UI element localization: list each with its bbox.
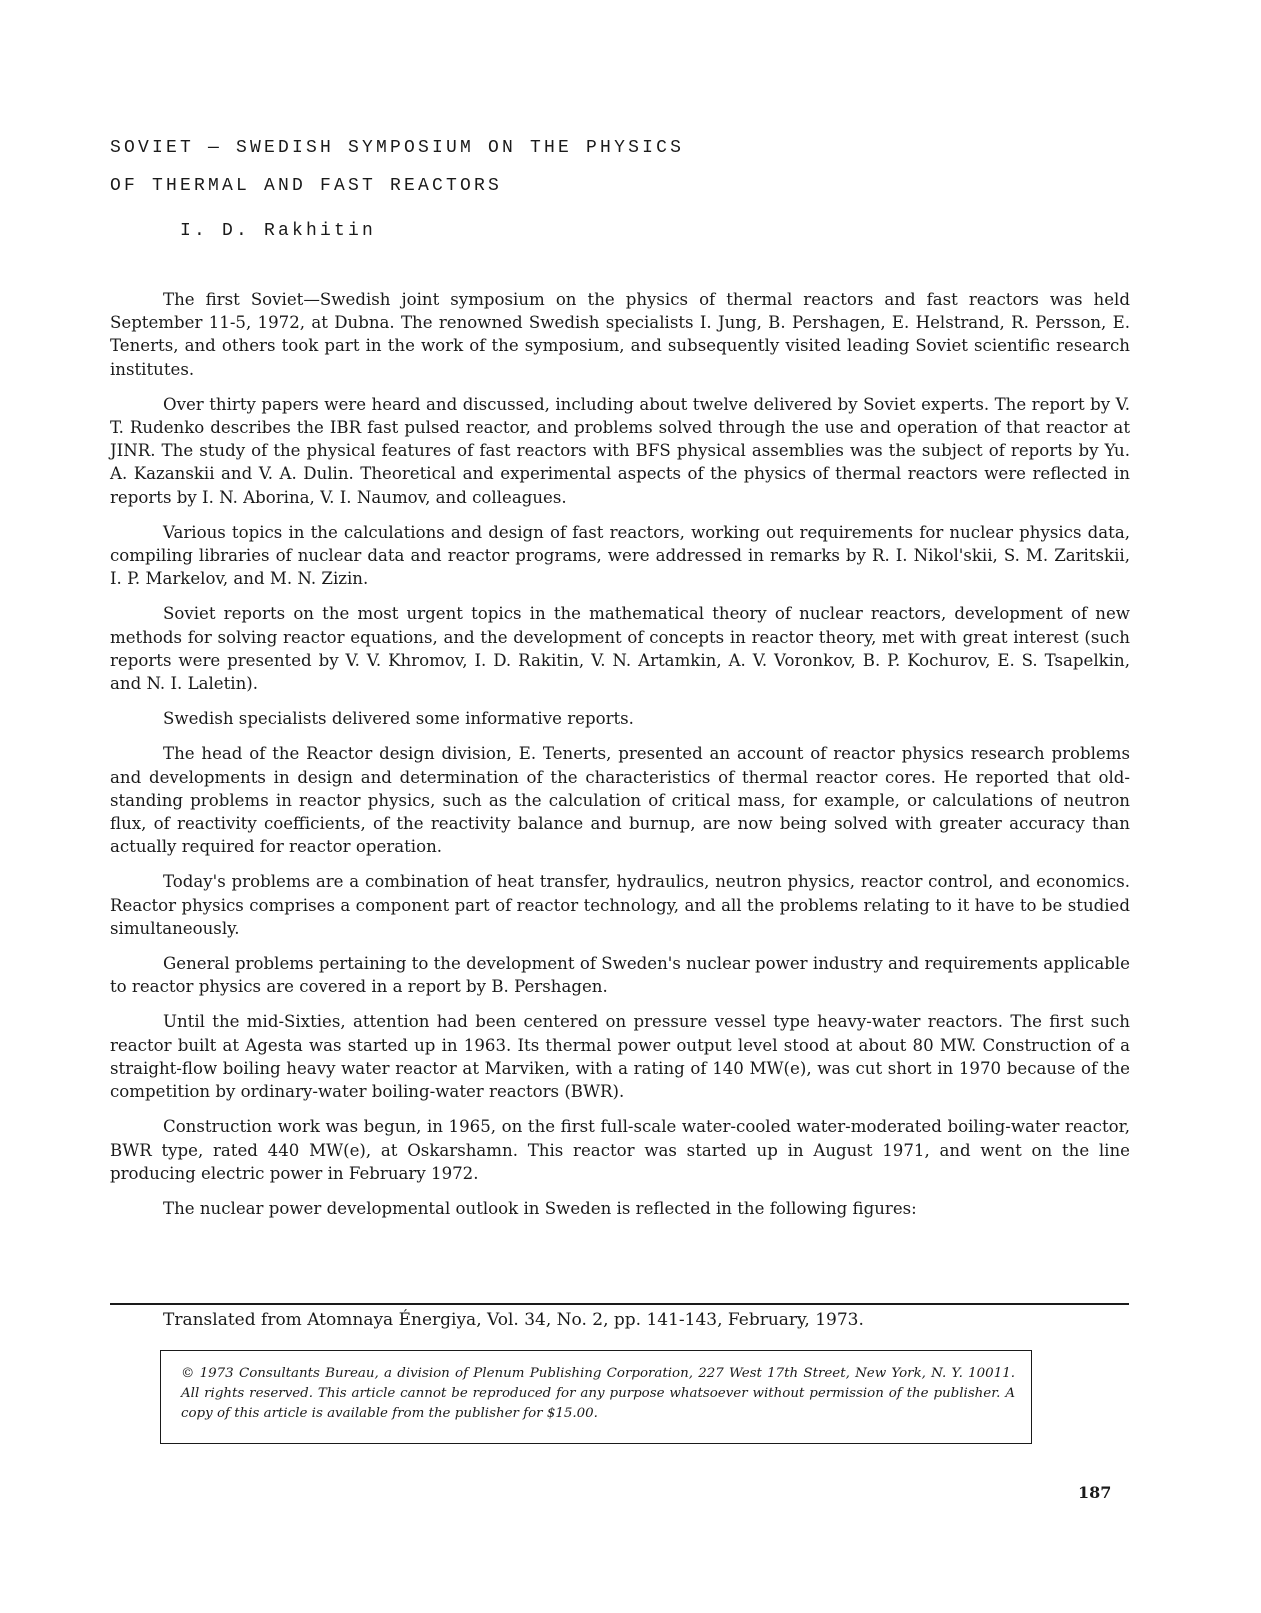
paragraph: Soviet reports on the most urgent topics in the mathematical theory of nuclear reactors, development of new methods for solving reactor equations, and the development of concepts in reactor theory, met with great interest (such reports were presented by V. V. Khromov, I. D. Rakitin, V. N. Artamkin, A. V. Voronkov, B. P. Kochurov, E. S. Tsapelkin, and N. I. Laletin). [110, 604, 1130, 694]
paragraph: Over thirty papers were heard and discussed, including about twelve delivered by Soviet experts. The report by V. T. Rudenko describes the IBR fast pulsed reactor, and problems solved through the use and operation of that reactor at JINR. The study of the physical features of fast reactors with BFS physical assemblies was the subject of reports by Yu. A. Kazanskii and V. A. Dulin. Theoretical and experimental aspects of the physics of thermal reactors were reflected in reports by I. N. Aborina, V. I. Naumov, and colleagues. [110, 394, 1130, 507]
author-name: I. D. Rakhitin [180, 221, 377, 241]
paragraph: Until the mid-Sixties, attention had been centered on pressure vessel type heavy-water reactors. The first such reactor built at Agesta was started up in 1963. Its thermal power output level stood at about 80 MW. Construction of a straight-flow boiling heavy water reactor at Marviken, with a rating of 140 MW(e), was cut short in 1970 because of the competition by ordinary-water boiling-water reactors (BWR). [110, 1012, 1130, 1102]
paragraph: Today's problems are a combination of heat transfer, hydraulics, neutron physics, reactor control, and economics. Reactor physics comprises a component part of reactor technology, and all the problems relating to it have to be studied simultaneously. [110, 872, 1130, 938]
paragraph: Various topics in the calculations and design of fast reactors, working out requirements for nuclear physics data, compiling libraries of nuclear data and reactor programs, were addressed in remarks by R. I. Nikol'skii, S. M. Zaritskii, I. P. Markelov, and M. N. Zizin. [110, 522, 1130, 589]
article-title-line-2: OF THERMAL AND FAST REACTORS [110, 176, 503, 196]
paragraph: The nuclear power developmental outlook in Sweden is reflected in the following figures: [163, 1198, 917, 1218]
article-title-line-1: SOVIET — SWEDISH SYMPOSIUM ON THE PHYSICS [110, 138, 685, 158]
footnote-divider [110, 1303, 1129, 1305]
paragraph: The head of the Reactor design division, E. Tenerts, presented an account of reactor physics research problems and developments in design and determination of the characteristics of thermal reactor cores. He reported that old-standing problems in reactor physics, such as the calculation of critical mass, for example, or calculations of neutron flux, of reactivity coefficients, of the reactivity balance and burnup, are now being solved with greater accuracy than actually required for reactor operation. [110, 744, 1130, 857]
translation-source-note: Translated from Atomnaya Énergiya, Vol. 34, No. 2, pp. 141-143, February, 1973. [163, 1310, 864, 1330]
paragraph: Swedish specialists delivered some informative reports. [163, 709, 634, 729]
copyright-box [160, 1350, 1032, 1444]
paragraph: General problems pertaining to the development of Sweden's nuclear power industry and requirements applicable to reactor physics are covered in a report by B. Pershagen. [110, 954, 1130, 997]
paragraph: The first Soviet—Swedish joint symposium on the physics of thermal reactors and fast reactors was held September 11-5, 1972, at Dubna. The renowned Swedish specialists I. Jung, B. Pershagen, E. Helstrand, R. Persson, E. Tenerts, and others took part in the work of the symposium, and subsequently visited leading Soviet scientific research institutes. [110, 290, 1130, 379]
paragraph: Construction work was begun, in 1965, on the first full-scale water-cooled water-moderated boiling-water reactor, BWR type, rated 440 MW(e), at Oskarshamn. This reactor was started up in August 1971, and went on the line producing electric power in February 1972. [110, 1117, 1130, 1183]
copyright-notice: © 1973 Consultants Bureau, a division of Plenum Publishing Corporation, 227 West 17th Street, New York, N. Y. 10011. All rights reserved. This article cannot be reproduced for any purpose whatsoever without permission of the publisher. A copy of this article is available from the publisher for $15.00. [181, 1366, 1015, 1421]
page-number: 187 [1078, 1483, 1112, 1502]
article-body [110, 288, 1130, 1232]
